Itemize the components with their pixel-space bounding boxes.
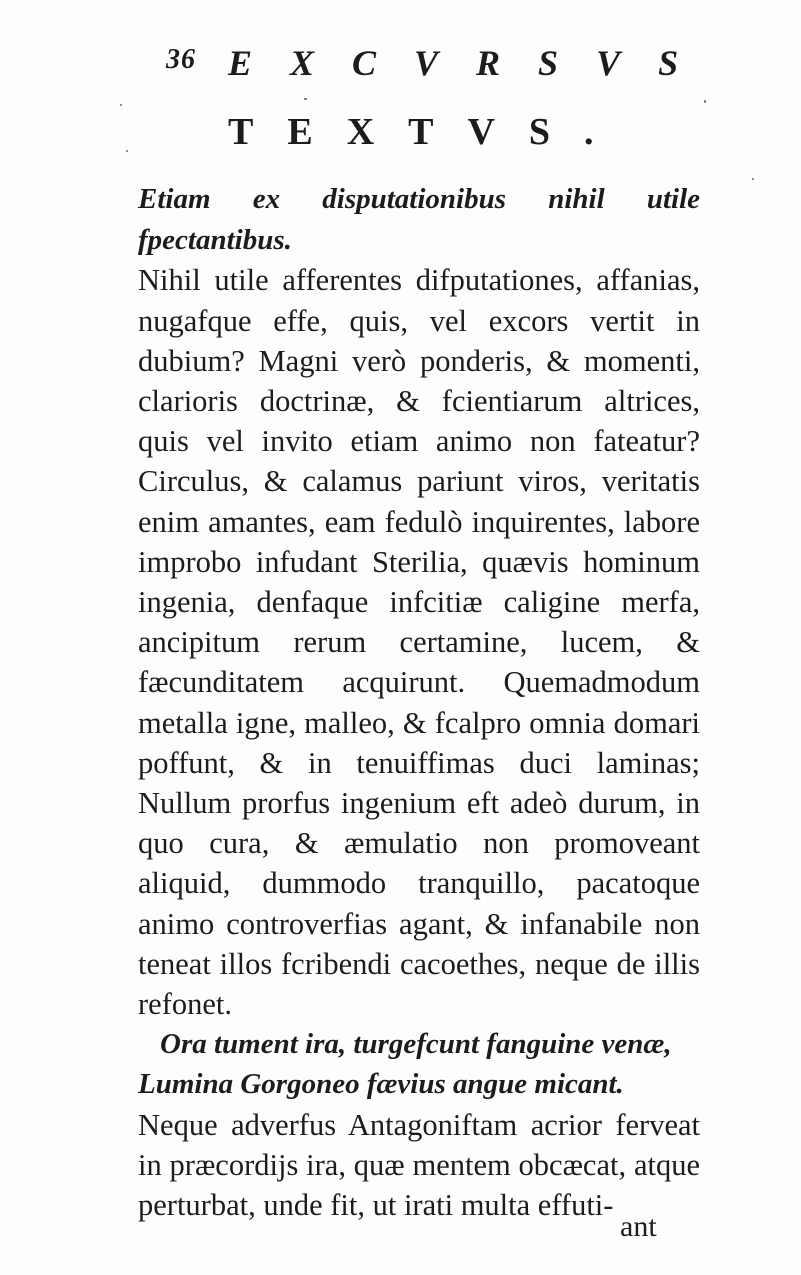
- lemma: Etiam ex disputationibus nihil utile fpectantibus.: [138, 183, 700, 257]
- verse-line-1: Ora tument ira, turgefcunt fanguine venæ,: [160, 1028, 672, 1061]
- running-head: [166, 42, 717, 92]
- paragraph-1: Nihil utile afferentes difputationes, affanias, nugafque effe, quis, vel excors vertit in dubium? Magni verò ponderis, & momenti, clarioris doctrinæ, & fcientiarum altrices, quis vel invito etiam animo non fateatur? Circulus, & calamus pariunt viros, veritatis enim amantes, eam fedulò inquirentes, labore improbo infudant Sterilia, quævis hominum ingenia, denfaque infcitiæ caligine merfa, ancipitum rerum certamine, lucem, & fæcunditatem acquirunt. Quemadmodum metalla igne, malleo, & fcalpro omnia domari poffunt, & in tenuiffimas duci laminas; Nullum prorfus ingenium eft adeò durum, in quo cura, & æmulatio non promoveant aliquid, dummodo tranquillo, pacatoque animo controverfias agant, & infanabile non teneat illos fcribendi cacoethes, neque de illis refonet.: [138, 263, 700, 1022]
- section-title: EXCVRSVS: [228, 43, 717, 83]
- verse-line-2: Lumina Gorgoneo fævius angue micant.: [138, 1068, 624, 1101]
- lemma-line: [138, 178, 700, 260]
- paragraph-2: Neque adverfus Antagoniftam acrior ferveat in præcordijs ira, quæ mentem obcæcat, atque perturbat, unde fit, ut irati multa effuti-: [138, 1107, 700, 1223]
- catchword: ant: [620, 1210, 657, 1243]
- text-body: [138, 178, 700, 1225]
- subheading: TEXTVS.: [228, 111, 628, 153]
- page-number: 36: [166, 44, 196, 75]
